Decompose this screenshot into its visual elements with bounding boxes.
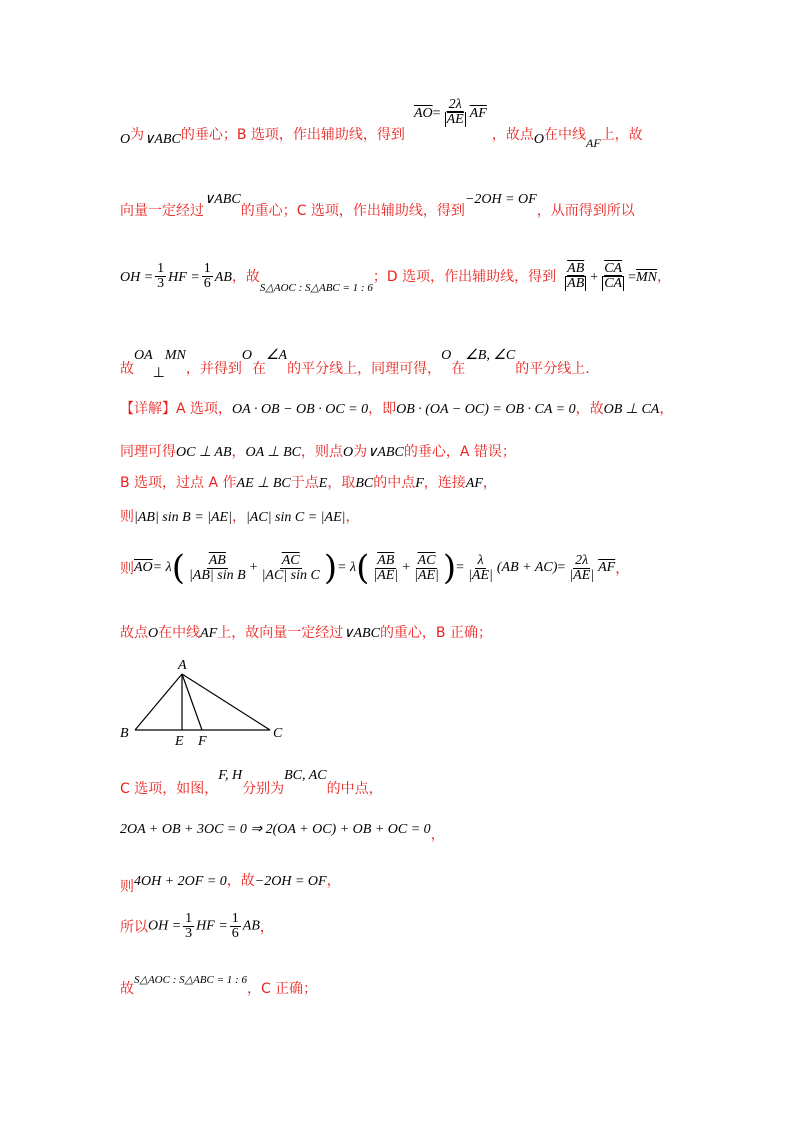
abs-ae: |AE| [468, 567, 493, 583]
text: ，C 正确； [246, 981, 318, 997]
points-f-h: F, H [218, 768, 243, 783]
formula-oh-of: −2OH = OF [254, 874, 327, 889]
label-e: E [175, 734, 184, 749]
text: ， [326, 873, 341, 889]
ae-perp-bc: AE ⊥ BC [236, 476, 291, 491]
area-ratio: S△AOC : S△ABC = 1 : 6 [134, 974, 247, 986]
line-8 [120, 506, 359, 526]
text: ， [656, 269, 671, 285]
formula-sinc: |AC| sin C = |AE| [245, 510, 346, 525]
text: 为 [353, 444, 368, 460]
line-13 [120, 870, 341, 895]
text: 故点 [120, 625, 148, 641]
formula-oh-of: −2OH = OF [464, 192, 537, 207]
segment-af: AF [200, 626, 218, 641]
text: 则 [120, 509, 134, 525]
text: 的重心，B 正确； [379, 625, 492, 641]
text: ，故 [575, 401, 604, 417]
point-o: O [241, 348, 252, 363]
line-9: 则$\overline{AO}= \lambda$( $\frac{\overline{AB}}{\text{|AB| sin B}}$ + $\frac{\overline{AC}}{\text{|AC| sin C}}$ )= λ( $\frac{\overline{AB}}{|AE|}$ + $\frac{\overline{AC}}{|AE|}$ )= $\frac{\lambda}{|AE|}$ (AB + AC)= $\frac{2\lambda}{|AE|}$ $\overline{AF}$， [120, 548, 630, 588]
line-14 [120, 912, 274, 941]
lambda: λ [477, 552, 484, 568]
line-1 [120, 97, 643, 150]
text: ， [345, 509, 360, 525]
text: ， [231, 444, 246, 460]
formula-dot: OA · OB − OB · OC = 0 [232, 402, 369, 417]
abs-ae: |AE| [569, 567, 595, 583]
formula-ao [414, 98, 487, 127]
text: 则 [120, 561, 134, 577]
detail-tag: 【详解】 [120, 401, 176, 417]
text: 向量一定经过 [120, 203, 204, 219]
label-b: B [120, 726, 129, 741]
vector-af: $\overline{AF}$ [598, 560, 616, 575]
side-ab [135, 674, 182, 730]
segment-af: AF [465, 476, 483, 491]
abs-ae: |AE| [373, 567, 399, 583]
vector-mn: $\overline{MN}$ [635, 270, 657, 285]
segment-ab: AB [214, 270, 232, 285]
line-5 [120, 398, 673, 418]
denominator: 3 [157, 276, 165, 291]
side-ac [182, 674, 270, 730]
triangle-figure [110, 652, 310, 752]
line-4 [120, 340, 590, 381]
line-2 [120, 186, 635, 219]
vector-ca: $\overline{CA}$ [604, 261, 623, 276]
text: ，从而得到所以 [536, 203, 635, 219]
equals: = [432, 106, 441, 121]
segment-bc: BC [355, 476, 374, 491]
ac-sinc: |AC| sin C [261, 567, 320, 583]
segment-ab: AB [242, 918, 260, 934]
text: 的垂心；B 选项，作出辅助线，得到 [180, 127, 405, 143]
text: 在中线 [544, 127, 586, 143]
vector-ac: $\overline{AC}$ [281, 552, 300, 568]
text: C 选项，如图， [120, 781, 219, 797]
text: ， [259, 919, 274, 936]
text: 上，故 [600, 127, 643, 143]
abs-ae: |AE| [414, 567, 439, 583]
perp: ⊥ [152, 366, 165, 381]
numerator: 1 [203, 261, 211, 276]
numerator: 1 [185, 911, 193, 926]
vector-ao: $\overline{AO}$ [413, 106, 433, 121]
text: 故 [120, 361, 134, 377]
text: 在 [252, 361, 266, 377]
area-ratio: S△AOC : S△ABC = 1 : 6 [259, 282, 373, 294]
plus: + [590, 270, 599, 285]
text: ， [430, 827, 445, 843]
line-11 [120, 760, 383, 797]
angle-a: ∠A [266, 348, 288, 363]
text: ，即 [368, 401, 397, 417]
label-a: A [178, 658, 187, 673]
oh-eq: OH = [120, 270, 154, 285]
text: ， [659, 401, 674, 417]
eq-lambda: = λ [152, 560, 172, 575]
text: ，并得到 [185, 361, 242, 377]
plus: + [402, 560, 411, 575]
formula-mn [561, 262, 657, 291]
text: 在 [451, 361, 466, 377]
vector-af: $\overline{AF}$ [469, 106, 487, 121]
text: 在中线 [158, 625, 201, 641]
segment-oa: OA [134, 348, 153, 363]
eq-lambda: = λ [337, 560, 357, 575]
numerator: 1 [231, 911, 239, 926]
vector-ab: AB [567, 276, 585, 291]
denominator: 3 [185, 926, 193, 941]
text: ；D 选项，作出辅助线，得到 [372, 269, 557, 285]
text: B 选项，过点 A 作 [120, 475, 237, 491]
oh-eq: OH = [148, 918, 182, 934]
text: 的中点， [326, 781, 383, 797]
label-c: C [273, 726, 283, 741]
segments-bc-ac: BC, AC [284, 768, 327, 783]
line-3 [120, 261, 671, 294]
text: 上，故向量一定经过 [217, 625, 344, 641]
text: 的平分线上. [515, 361, 590, 377]
vector-ab: $\overline{AB}$ [567, 261, 585, 276]
vector-ae: AE [446, 112, 464, 127]
point-o: O [533, 132, 544, 147]
text: 故 [120, 981, 134, 997]
point-f: F [415, 476, 424, 491]
text: 于点 [290, 475, 319, 491]
text: ，故 [226, 873, 255, 889]
denominator: 6 [231, 926, 239, 941]
median-af: AF [586, 136, 601, 150]
numerator: 1 [157, 261, 165, 276]
line-12 [120, 818, 445, 843]
triangle-abc: ∨ABC [343, 626, 380, 641]
angle-b-c: ∠B, ∠C [465, 348, 516, 363]
equals: = [628, 270, 636, 285]
formula-vector-sum: 2OA + OB + 3OC = 0 ⇒ 2(OA + OC) + OB + OC = 0 [120, 822, 431, 837]
hf-eq: HF = [196, 918, 228, 934]
plus: + [249, 560, 258, 575]
text: ， [615, 561, 630, 577]
line-15 [120, 964, 318, 997]
formula-ob-ca: OB · (OA − OC) = OB · CA = 0 [396, 402, 576, 417]
vector-ao: $\overline{AO}$ [134, 560, 153, 575]
text: 所以 [120, 919, 148, 936]
ob-perp-ca: OB ⊥ CA [603, 402, 660, 417]
denominator: 6 [203, 276, 211, 291]
formula-oh-of-sum: 4OH + 2OF = 0 [134, 874, 227, 889]
triangle-abc: ∨ABC [367, 445, 404, 460]
line-6 [120, 441, 516, 461]
hf-eq: HF = [168, 270, 200, 285]
text: 同理可得 [120, 444, 176, 460]
text: 为 [130, 127, 145, 143]
line-10 [120, 622, 492, 642]
vector-ab: $\overline{AB}$ [208, 552, 226, 568]
text: A 选项， [176, 401, 233, 417]
text: ，故 [231, 269, 260, 285]
median-af [182, 674, 202, 730]
text: ， [482, 475, 497, 491]
text: 分别为 [242, 781, 285, 797]
triangle-abc: ∨ABC [144, 132, 181, 147]
point-o: O [441, 348, 452, 363]
vector-ab: $\overline{AB}$ [377, 552, 395, 568]
label-f: F [198, 734, 207, 749]
ab-sinb: |AB| sin B [188, 567, 246, 583]
text: 则 [120, 879, 134, 895]
line-7 [120, 472, 497, 492]
text: ， [231, 509, 246, 525]
point-o: O [343, 445, 354, 460]
vector-ca: CA [604, 276, 623, 291]
oc-perp-ab: OC ⊥ AB [176, 445, 232, 460]
point-e: E [318, 476, 328, 491]
text: ，故点 [491, 127, 534, 143]
text: 的中点 [373, 475, 416, 491]
text: ，连接 [423, 475, 466, 491]
triangle-abc: ∨ABC [204, 192, 241, 207]
vector-ac: $\overline{AC}$ [417, 552, 436, 568]
point-o: O [120, 132, 131, 147]
oa-perp-bc: OA ⊥ BC [245, 445, 301, 460]
point-o: O [148, 626, 159, 641]
text: ，取 [327, 475, 356, 491]
two-lambda: 2λ [575, 552, 589, 568]
text: 的平分线上，同理可得， [287, 361, 442, 377]
segment-mn: MN [164, 348, 186, 363]
vector-sum: (AB + AC) [496, 560, 558, 575]
text: 的垂心，A 错误； [403, 444, 516, 460]
formula-sinb: |AB| sin B = |AE| [134, 510, 232, 525]
text: ，则点 [301, 444, 343, 460]
numerator: 2λ [448, 97, 462, 112]
text: 的重心；C 选项，作出辅助线，得到 [240, 203, 465, 219]
